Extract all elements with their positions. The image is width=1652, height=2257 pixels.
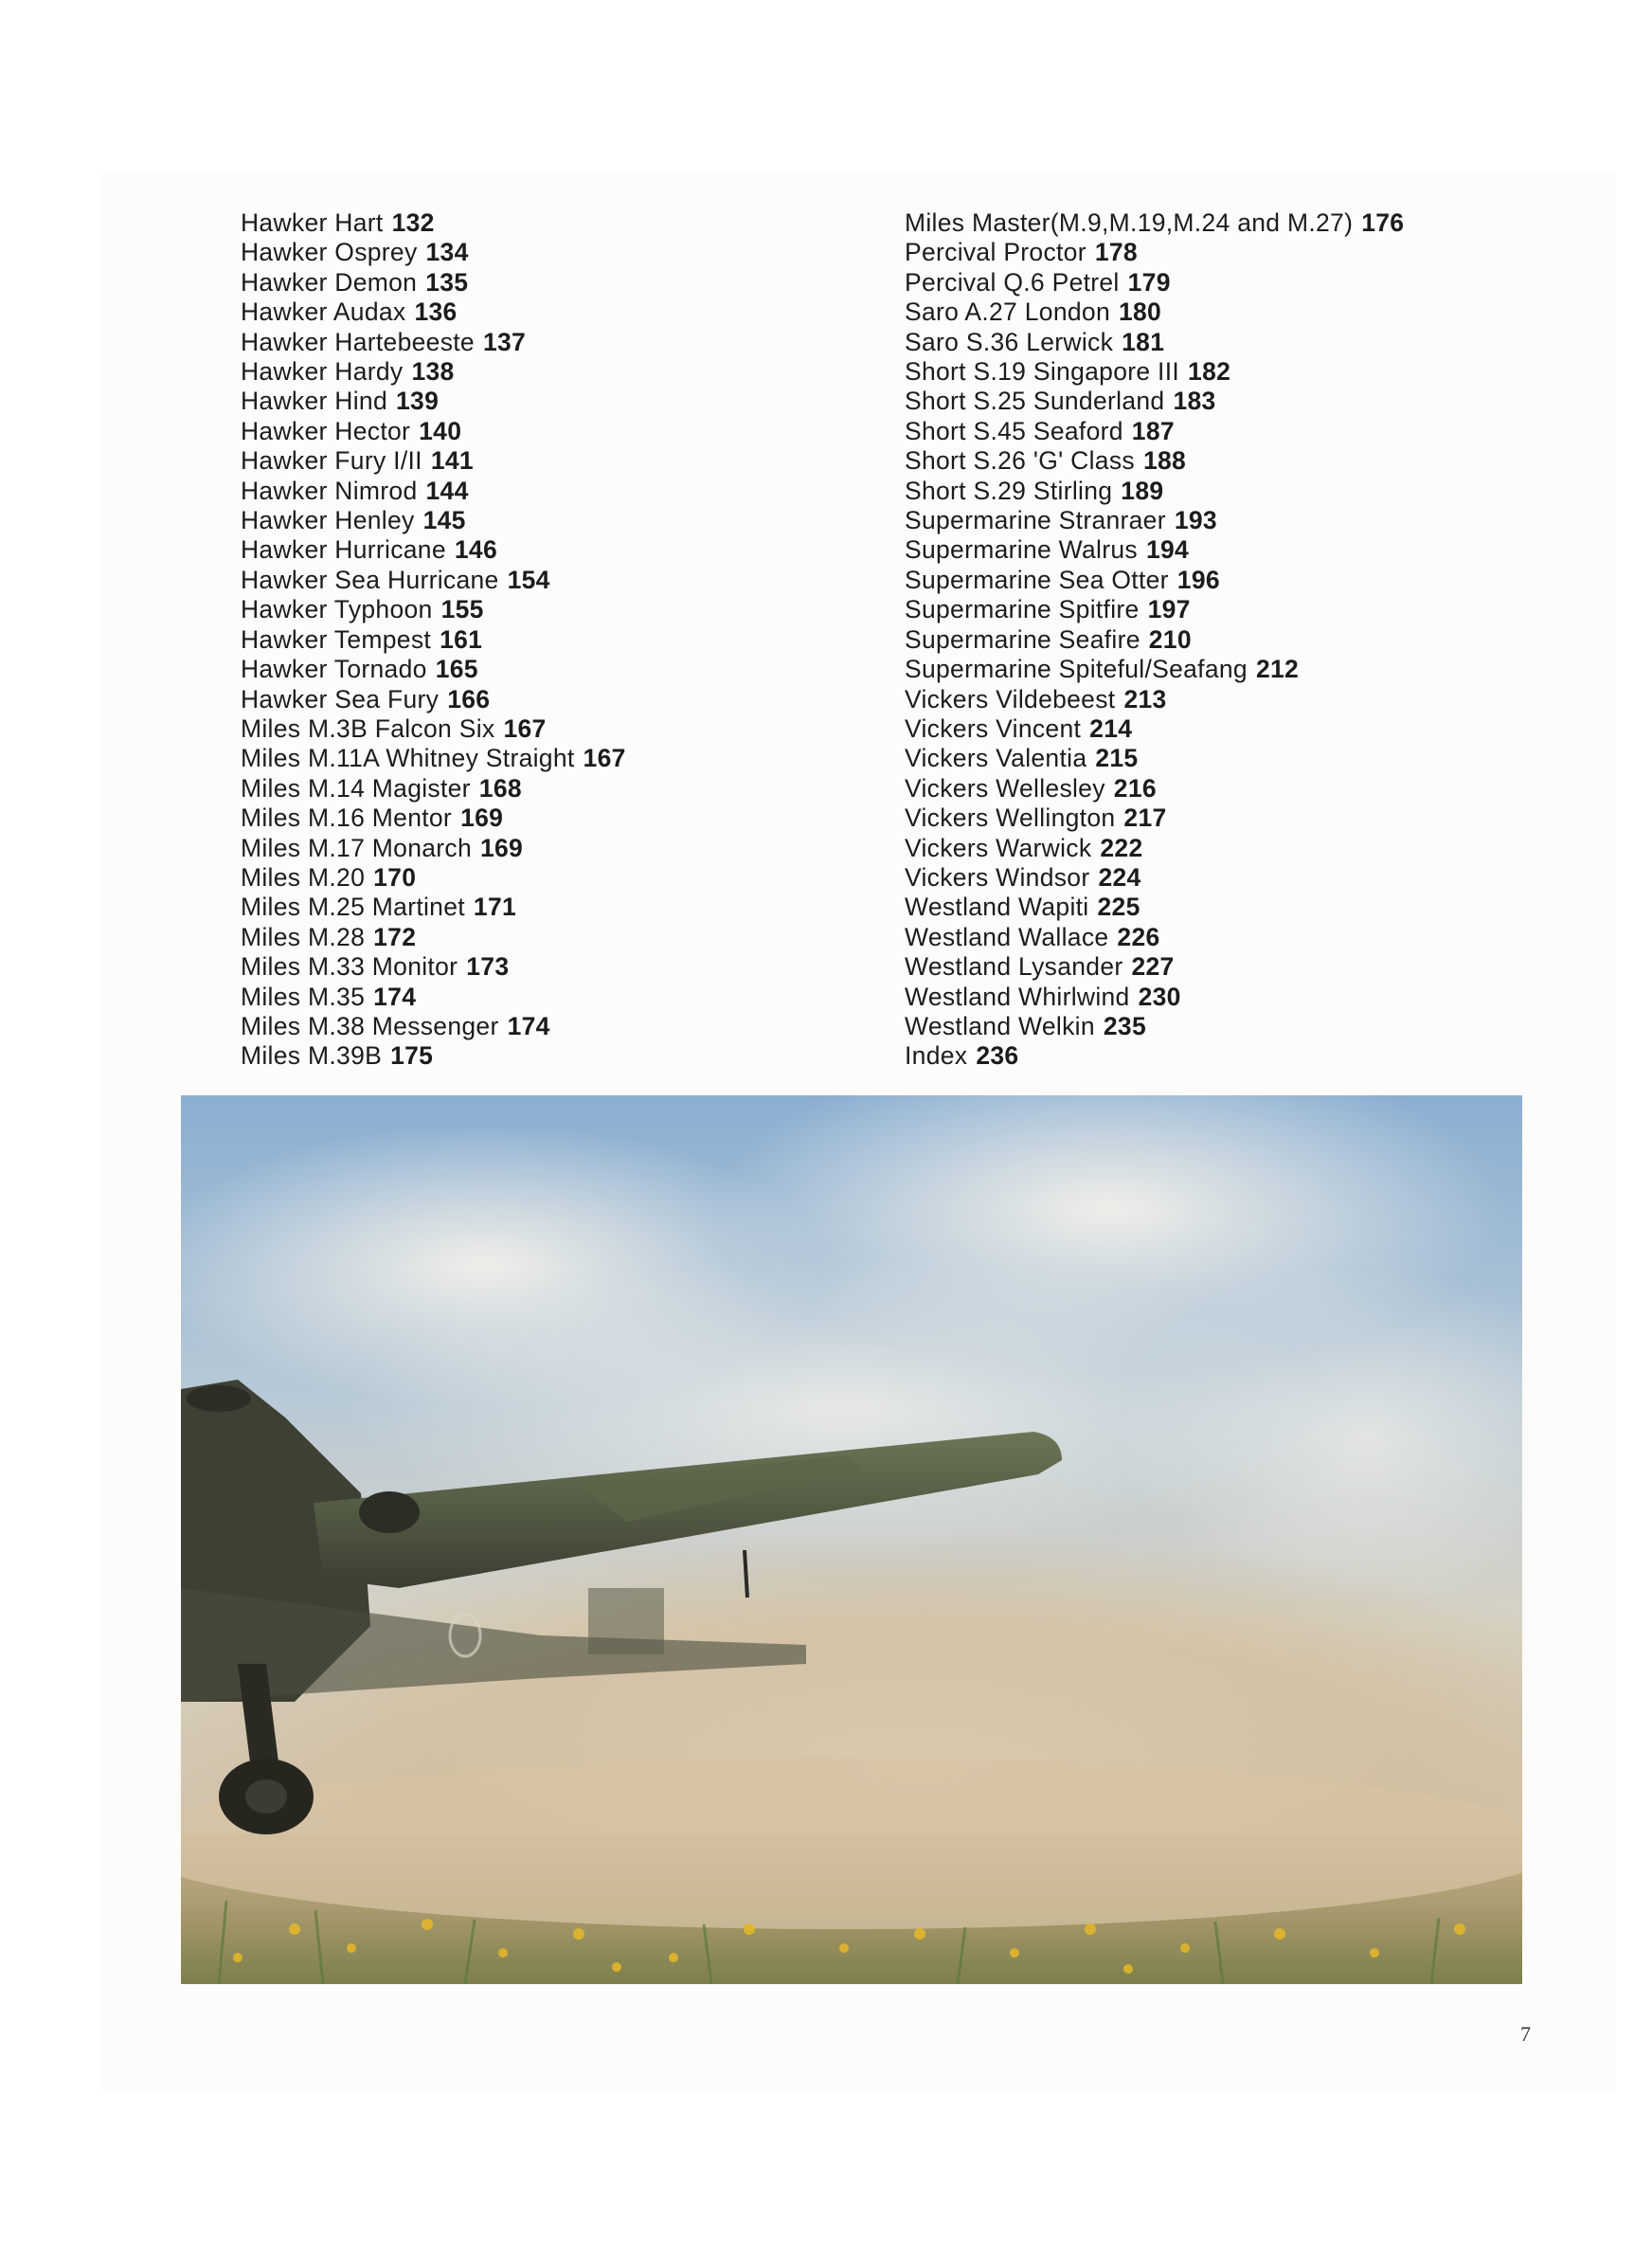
entry-title: Miles M.38 Messenger xyxy=(241,1011,499,1040)
entry-page-number: 141 xyxy=(430,446,474,476)
contents-column-left xyxy=(241,208,626,1072)
entry-title: Short S.25 Sunderland xyxy=(905,387,1165,416)
entry-title: Hawker Henley xyxy=(241,506,415,535)
contents-entry xyxy=(905,535,1404,565)
entry-page-number: 165 xyxy=(435,655,478,684)
entry-page-number: 236 xyxy=(976,1041,1019,1071)
contents-entry xyxy=(241,952,626,982)
entry-page-number: 169 xyxy=(479,833,524,862)
entry-title: Westland Lysander xyxy=(905,952,1123,982)
contents-entry xyxy=(241,595,626,624)
entry-title: Short S.19 Singapore III xyxy=(905,357,1180,387)
contents-entry xyxy=(241,655,626,684)
entry-title: Westland Wapiti xyxy=(905,893,1089,922)
entry-page-number: 180 xyxy=(1118,298,1162,327)
entry-page-number: 172 xyxy=(373,922,417,951)
entry-title: Hawker Hind xyxy=(241,387,387,416)
entry-page-number: 196 xyxy=(1176,565,1220,594)
contents-entry xyxy=(241,893,626,922)
entry-page-number: 174 xyxy=(373,982,417,1011)
entry-page-number: 194 xyxy=(1145,535,1190,565)
contents-entry xyxy=(241,983,626,1012)
contents-entry xyxy=(241,298,626,327)
entry-title: Vickers Valentia xyxy=(905,744,1087,773)
entry-page-number: 135 xyxy=(425,267,469,297)
entry-title: Hawker Tornado xyxy=(241,655,427,684)
entry-title: Hawker Fury I/II xyxy=(241,446,422,476)
contents-entry xyxy=(241,446,626,476)
entry-title: Short S.26 'G' Class xyxy=(905,446,1135,476)
contents-entry xyxy=(241,417,626,446)
contents-entry xyxy=(241,923,626,952)
entry-title: Hawker Hart xyxy=(241,208,384,237)
contents-entry xyxy=(905,983,1404,1012)
contents-entry xyxy=(241,208,626,238)
entry-title: Miles M.17 Monarch xyxy=(241,833,472,862)
entry-title: Supermarine Walrus xyxy=(905,535,1138,565)
contents-entry xyxy=(241,744,626,773)
entry-page-number: 235 xyxy=(1103,1011,1147,1040)
contents-entry xyxy=(241,566,626,595)
entry-title: Supermarine Spiteful/Seafang xyxy=(905,655,1248,684)
entry-page-number: 136 xyxy=(414,298,458,327)
entry-page-number: 214 xyxy=(1089,713,1133,743)
entry-title: Hawker Typhoon xyxy=(241,595,433,624)
contents-entry xyxy=(241,1012,626,1041)
entry-title: Westland Welkin xyxy=(905,1011,1095,1040)
entry-page-number: 144 xyxy=(425,476,469,505)
entry-page-number: 183 xyxy=(1173,387,1216,416)
entry-page-number: 167 xyxy=(583,744,626,773)
entry-page-number: 166 xyxy=(447,684,491,713)
entry-page-number: 167 xyxy=(503,713,547,743)
contents-entry xyxy=(905,357,1404,387)
entry-page-number: 171 xyxy=(473,893,517,922)
contents-entry xyxy=(905,803,1404,833)
entry-page-number: 175 xyxy=(390,1041,434,1071)
aircraft-dust-photo xyxy=(181,1095,1522,1984)
entry-page-number: 179 xyxy=(1127,267,1171,297)
entry-title: Percival Proctor xyxy=(905,238,1086,267)
contents-entry xyxy=(241,685,626,714)
contents-entry xyxy=(905,893,1404,922)
contents-entry xyxy=(241,834,626,863)
entry-page-number: 217 xyxy=(1123,803,1167,833)
entry-page-number: 210 xyxy=(1148,624,1192,654)
entry-title: Hawker Demon xyxy=(241,267,418,297)
entry-page-number: 173 xyxy=(466,952,510,982)
entry-title: Hawker Sea Hurricane xyxy=(241,565,499,594)
contents-entry xyxy=(241,477,626,506)
entry-page-number: 222 xyxy=(1100,833,1143,862)
contents-entry xyxy=(905,1041,1404,1071)
contents-entry xyxy=(241,625,626,655)
contents-entry xyxy=(241,1041,626,1071)
entry-title: Miles M.20 xyxy=(241,862,366,892)
entry-page-number: 216 xyxy=(1113,773,1157,803)
entry-title: Supermarine Stranraer xyxy=(905,506,1166,535)
entry-title: Supermarine Sea Otter xyxy=(905,565,1169,594)
contents-entry xyxy=(241,714,626,744)
entry-title: Short S.45 Seaford xyxy=(905,416,1123,445)
entry-title: Percival Q.6 Petrel xyxy=(905,267,1120,297)
entry-title: Westland Whirlwind xyxy=(905,982,1130,1011)
entry-title: Hawker Nimrod xyxy=(241,476,418,505)
entry-title: Miles M.3B Falcon Six xyxy=(241,713,495,743)
entry-title: Miles Master(M.9,M.19,M.24 and M.27) xyxy=(905,208,1354,237)
entry-page-number: 138 xyxy=(411,357,455,387)
contents-entry xyxy=(241,357,626,387)
entry-title: Saro A.27 London xyxy=(905,298,1110,327)
contents-entry xyxy=(905,268,1404,298)
entry-title: Saro S.36 Lerwick xyxy=(905,327,1114,356)
entry-title: Miles M.14 Magister xyxy=(241,773,471,803)
contents-entry xyxy=(241,268,626,298)
entry-title: Miles M.11A Whitney Straight xyxy=(241,744,575,773)
entry-title: Hawker Hartebeeste xyxy=(241,327,475,356)
contents-entry xyxy=(241,774,626,803)
contents-entry xyxy=(905,714,1404,744)
entry-title: Westland Wallace xyxy=(905,922,1109,951)
entry-title: Vickers Wellesley xyxy=(905,773,1105,803)
entry-title: Hawker Audax xyxy=(241,298,406,327)
contents-entry xyxy=(905,387,1404,416)
entry-page-number: 178 xyxy=(1094,238,1138,267)
entry-title: Vickers Vildebeest xyxy=(905,684,1116,713)
entry-title: Miles M.39B xyxy=(241,1041,383,1071)
contents-entry xyxy=(241,863,626,893)
entry-page-number: 193 xyxy=(1174,506,1217,535)
entry-page-number: 189 xyxy=(1121,476,1164,505)
entry-page-number: 182 xyxy=(1188,357,1231,387)
contents-entry xyxy=(905,328,1404,357)
entry-page-number: 212 xyxy=(1255,655,1300,684)
contents-entry xyxy=(241,506,626,535)
entry-page-number: 139 xyxy=(396,387,440,416)
entry-title: Hawker Hurricane xyxy=(241,535,446,565)
entry-page-number: 225 xyxy=(1097,893,1140,922)
entry-title: Hawker Hector xyxy=(241,416,411,445)
contents-entry xyxy=(241,535,626,565)
contents-entry xyxy=(905,566,1404,595)
page-number: 7 xyxy=(1520,2022,1531,2046)
contents-entry xyxy=(905,446,1404,476)
entry-title: Miles M.16 Mentor xyxy=(241,803,453,833)
contents-entry xyxy=(905,863,1404,893)
entry-page-number: 174 xyxy=(507,1011,550,1040)
entry-page-number: 181 xyxy=(1122,327,1165,356)
entry-title: Miles M.35 xyxy=(241,982,366,1011)
contents-entry xyxy=(241,387,626,416)
contents-entry xyxy=(905,298,1404,327)
entry-title: Vickers Vincent xyxy=(905,713,1082,743)
entry-title: Index xyxy=(905,1041,968,1071)
entry-page-number: 188 xyxy=(1142,446,1187,476)
entry-title: Hawker Osprey xyxy=(241,238,418,267)
contents-entry xyxy=(241,803,626,833)
contents-entry xyxy=(905,1012,1404,1041)
entry-title: Vickers Wellington xyxy=(905,803,1116,833)
entry-page-number: 197 xyxy=(1147,595,1191,624)
entry-title: Short S.29 Stirling xyxy=(905,476,1113,505)
contents-column-right xyxy=(905,208,1404,1072)
contents-entry xyxy=(905,744,1404,773)
entry-page-number: 187 xyxy=(1131,416,1175,445)
contents-entry xyxy=(905,655,1404,684)
entry-page-number: 161 xyxy=(440,624,483,654)
entry-page-number: 155 xyxy=(440,595,484,624)
contents-entry xyxy=(905,834,1404,863)
entry-title: Miles M.25 Martinet xyxy=(241,893,465,922)
contents-entry xyxy=(241,238,626,267)
entry-page-number: 145 xyxy=(422,506,466,535)
entry-title: Vickers Windsor xyxy=(905,862,1090,892)
entry-page-number: 215 xyxy=(1095,744,1139,773)
entry-page-number: 224 xyxy=(1098,862,1141,892)
entry-title: Vickers Warwick xyxy=(905,833,1092,862)
entry-page-number: 134 xyxy=(425,238,469,267)
contents-entry xyxy=(905,208,1404,238)
entry-title: Miles M.33 Monitor xyxy=(241,952,458,982)
contents-entry xyxy=(905,685,1404,714)
entry-title: Supermarine Seafire xyxy=(905,624,1140,654)
contents-entry xyxy=(905,477,1404,506)
entry-page-number: 168 xyxy=(478,773,522,803)
entry-page-number: 140 xyxy=(419,416,462,445)
entry-page-number: 132 xyxy=(391,208,435,237)
entry-page-number: 226 xyxy=(1117,922,1160,951)
entry-page-number: 169 xyxy=(460,803,504,833)
entry-page-number: 146 xyxy=(454,535,497,565)
entry-title: Supermarine Spitfire xyxy=(905,595,1140,624)
contents-entry xyxy=(905,238,1404,267)
entry-page-number: 230 xyxy=(1138,982,1181,1011)
entry-page-number: 227 xyxy=(1131,952,1175,982)
contents-entry xyxy=(905,952,1404,982)
contents-entry xyxy=(905,417,1404,446)
entry-title: Hawker Hardy xyxy=(241,357,404,387)
entry-page-number: 137 xyxy=(482,327,527,356)
contents-entry xyxy=(905,774,1404,803)
contents-entry xyxy=(241,328,626,357)
contents-entry xyxy=(905,595,1404,624)
entry-page-number: 170 xyxy=(373,862,417,892)
entry-title: Hawker Tempest xyxy=(241,624,432,654)
contents-entry xyxy=(905,923,1404,952)
entry-title: Hawker Sea Fury xyxy=(241,684,440,713)
entry-page-number: 176 xyxy=(1361,208,1405,237)
entry-page-number: 213 xyxy=(1123,684,1167,713)
entry-title: Miles M.28 xyxy=(241,922,366,951)
contents-entry xyxy=(905,506,1404,535)
entry-page-number: 154 xyxy=(507,565,550,594)
contents-entry xyxy=(905,625,1404,655)
